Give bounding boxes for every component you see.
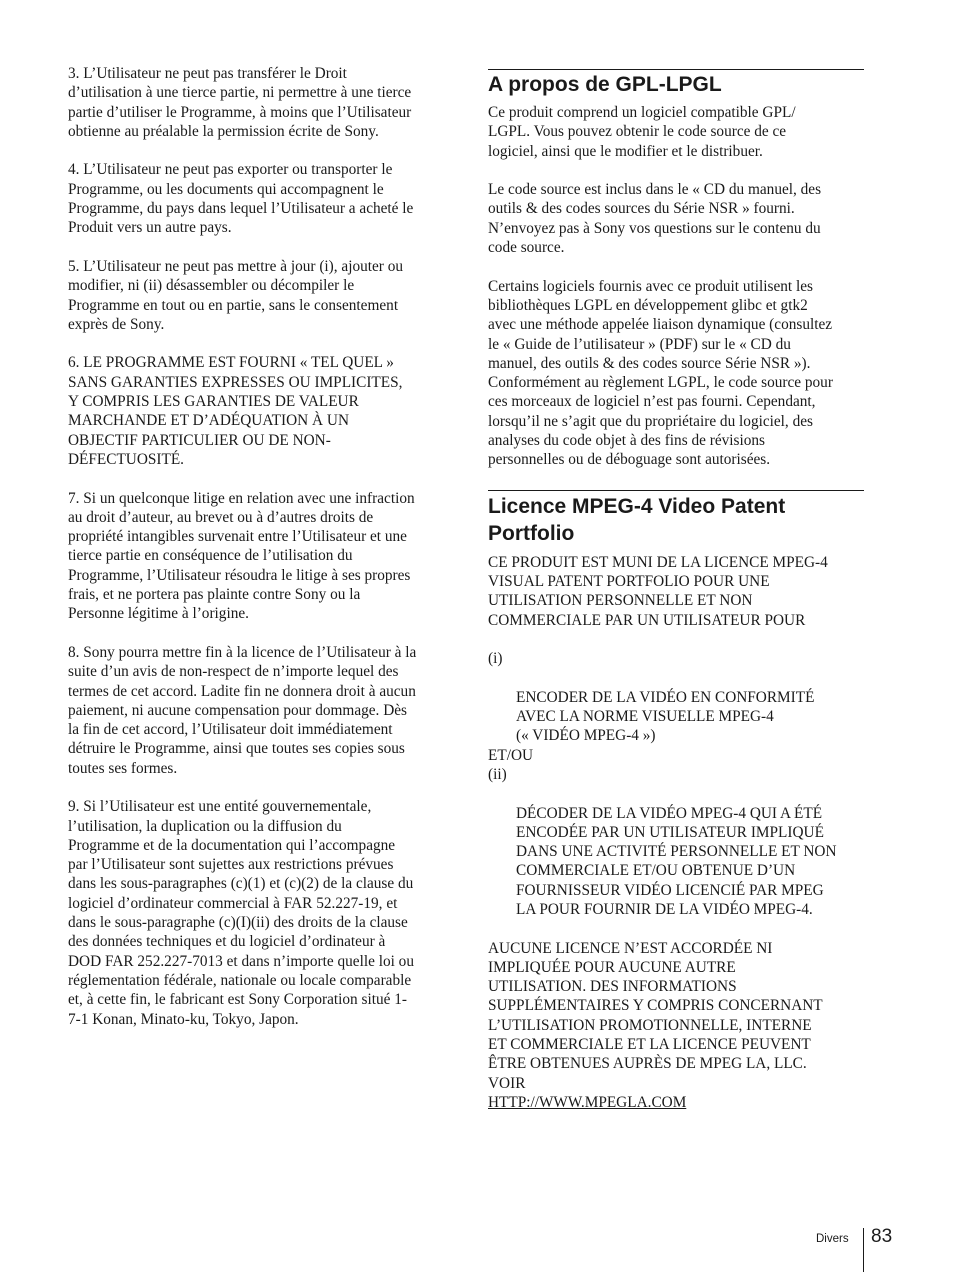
footer-section-label: Divers bbox=[816, 1233, 849, 1245]
gpl-section-title: A propos de GPL-LPGL bbox=[488, 73, 722, 96]
connector-text: ET/OU bbox=[488, 746, 534, 764]
gpl-paragraph: Le code source est inclus dans le « CD du manuel, des outils & des codes sources du Série NSR » fourni. N’envoyez pas à Sony vos questions sur le contenu du code source. bbox=[488, 181, 822, 257]
list-marker: (ii) bbox=[488, 765, 507, 783]
right-column bbox=[488, 69, 864, 1112]
gpl-paragraph: Ce produit comprend un logiciel compatible GPL/ LGPL. Vous pouvez obtenir le code source de ce logiciel, ainsi que le modifier et le distribuer. bbox=[488, 104, 796, 160]
mpegla-link[interactable]: HTTP://WWW.MPEGLA.COM bbox=[488, 1093, 687, 1111]
paragraph-7: 7. Si un quelconque litige en relation avec une infraction au droit d’auteur, au brevet ou à d’autres droits de propriété intangibles survenait entre l’Utilisateur et une tierce partie en conséquence de l’utilisation du Programme, l’Utilisateur résoudra le litige à ses propres frais, et ne portera pas plainte contre Sony ou la Personne légitime à l’origine. bbox=[68, 489, 415, 623]
page-number: 83 bbox=[871, 1226, 893, 1247]
mpeg-intro: CE PRODUIT EST MUNI DE LA LICENCE MPEG-4 VISUAL PATENT PORTFOLIO POUR UNE UTILISATION PERSONNELLE ET NON COMMERCIALE PAR UN UTILISATEUR POUR bbox=[488, 553, 828, 629]
paragraph-6: 6. LE PROGRAMME EST FOURNI « TEL QUEL » SANS GARANTIES EXPRESSES OU IMPLICITES, Y COMPRIS LES GARANTIES DE VALEUR MARCHANDE ET D’ADÉQUATION À UN OBJECTIF PARTICULIER OU DE NON- DÉFECTUOSITÉ. bbox=[68, 354, 403, 468]
left-column bbox=[68, 64, 444, 1048]
mpeg-section-title: Licence MPEG-4 Video Patent Portfolio bbox=[488, 494, 786, 545]
footer-divider bbox=[863, 1228, 864, 1272]
gpl-paragraph: Certains logiciels fournis avec ce produit utilisent les bibliothèques LGPL en développement glibc et gtk2 avec une méthode appelée liaison dynamique (consultez le « Guide de l’utilisateur » (PDF) sur le « CD du manuel, des outils & des codes source Série NSR »). Conformément au règlement LGPL, le code source pour ces morceaux de logiciel n’est pas fourni. Cependant, lorsqu’il ne s’agit que du propriétaire du logiciel, des analyses du code objet à des fins de révisions personnelles ou de déboguage sont autorisées. bbox=[488, 277, 833, 469]
list-marker: (i) bbox=[488, 650, 503, 668]
paragraph-8: 8. Sony pourra mettre fin à la licence de l’Utilisateur à la suite d’un avis de non-respect de n’importe lequel des termes de cet accord. Ladite fin ne donnera droit à aucun paiement, ni aucune compensation pour dommage. Dès la fin de cet accord, l’Utilisateur doit immédiatement détruire le Programme, ainsi que toutes ses copies sous toutes ses formes. bbox=[68, 643, 417, 777]
mpeg-closing: AUCUNE LICENCE N’EST ACCORDÉE NI IMPLIQUÉE POUR AUCUNE AUTRE UTILISATION. DES INFORMATIONS SUPPLÉMENTAIRES Y COMPRIS CONCERNANT L’UTILISATION PROMOTIONNELLE, INTERNE ET COMMERCIALE ET LA LICENCE PEUVENT ÊTRE OBTENUES AUPRÈS DE MPEG LA, LLC. VOIR bbox=[488, 939, 823, 1092]
paragraph-3: 3. L’Utilisateur ne peut pas transférer le Droit d’utilisation à une tierce partie, ni permettre à une tierce partie d’utiliser le Programme, à moins que l’Utilisateur obtienne au préalable la permission écrite de Sony. bbox=[68, 65, 412, 140]
paragraph-4: 4. L’Utilisateur ne peut pas exporter ou transporter le Programme, ou les documents qui accompagnent le Programme, du pays dans lequel l’Utilisateur a acheté le Produit vers un autre pays. bbox=[68, 161, 414, 237]
mpeg-section bbox=[488, 490, 864, 1113]
list-item bbox=[488, 765, 864, 919]
list-item-text: ENCODER DE LA VIDÉO EN CONFORMITÉ AVEC LA NORME VISUELLE MPEG-4 (« VIDÉO MPEG-4 ») bbox=[516, 688, 815, 745]
list-item-text: DÉCODER DE LA VIDÉO MPEG-4 QUI A ÉTÉ ENCODÉE PAR UN UTILISATEUR IMPLIQUÉ DANS UNE ACTIVITÉ PERSONNELLE ET NON COMMERCIALE ET/OU OBTENUE D’UN FOURNISSEUR VIDÉO LICENCIÉ PAR MPEG LA POUR FOURNIR DE LA VIDÉO MPEG-4. bbox=[516, 804, 837, 918]
paragraph-5: 5. L’Utilisateur ne peut pas mettre à jour (i), ajouter ou modifier, ni (ii) désassembler ou décompiler le Programme en tout ou en partie, sans le consentement exprès de Sony. bbox=[68, 257, 404, 333]
gpl-section bbox=[488, 69, 864, 470]
spacer bbox=[488, 919, 864, 938]
paragraph-9: 9. Si l’Utilisateur est une entité gouvernementale, l’utilisation, la duplication ou la diffusion du Programme et de la documentation qui l’accompagne par l’Utilisateur sont sujettes aux restrictions prévues dans les sous-paragraphes (c)(1) et (c)(2) de la clause du logiciel d’ordinateur commercial à FAR 52.227-19, et dans le sous-paragraphe (c)(I)(ii) des droits de la clause des données techniques et du logiciel d’ordinateur à DOD FAR 252.227-7013 et dans n’importe quelle loi ou réglementation fédérale, nationale ou locale comparable et, à cette fin, le fabricant est Sony Corporation situé 1- 7-1 Konan, Minato-ku, Tokyo, Japon. bbox=[68, 798, 414, 1028]
list-item bbox=[488, 649, 864, 745]
